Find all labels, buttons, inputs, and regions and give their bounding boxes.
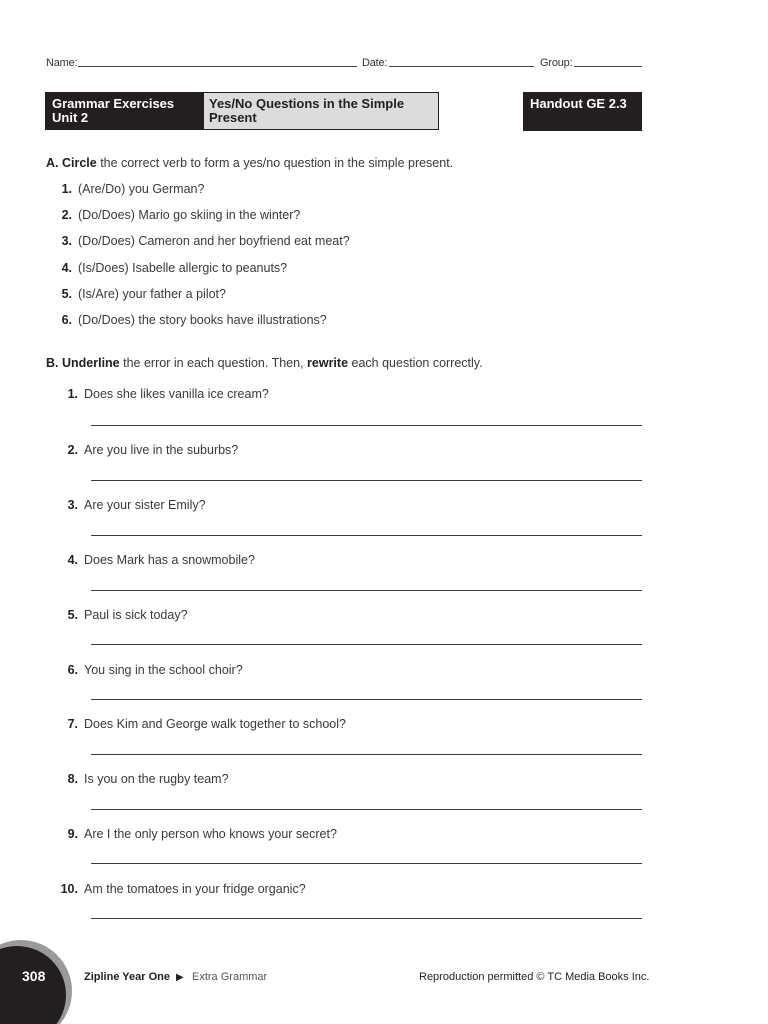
section-b-item-10: [60, 882, 306, 896]
handout-label: Handout GE 2.3: [530, 96, 627, 111]
footer-section: Extra Grammar: [192, 971, 268, 983]
section-b-instruction-mid: the error in each question. Then,: [119, 356, 308, 370]
unit-title-box: [45, 92, 203, 130]
section-b-keyword-underline: Underline: [61, 356, 120, 370]
name-field[interactable]: [78, 66, 357, 67]
item-text: (Is/Are) your father a pilot?: [78, 287, 226, 301]
section-b-item-7: [60, 717, 346, 731]
item-text: (Do/Does) the story books have illustrations?: [78, 313, 327, 327]
section-a-item-4: [46, 261, 287, 275]
item-text: Are your sister Emily?: [84, 498, 206, 512]
book-title: Zipline Year One: [84, 971, 170, 983]
section-b-item-4: [60, 553, 255, 567]
section-b-keyword-rewrite: rewrite: [307, 356, 349, 370]
item-text: Does Mark has a snowmobile?: [84, 553, 255, 567]
answer-line-2[interactable]: [91, 480, 642, 481]
section-a-item-2: [46, 208, 300, 222]
answer-line-8[interactable]: [91, 809, 642, 810]
item-number: 3.: [67, 498, 78, 512]
item-text: (Do/Does) Mario go skiing in the winter?: [78, 208, 301, 222]
section-b-item-9: [60, 827, 337, 841]
item-text: (Is/Does) Isabelle allergic to peanuts?: [78, 261, 288, 275]
section-a-instruction: [46, 156, 453, 170]
handout-badge: [523, 92, 642, 131]
item-text: You sing in the school choir?: [84, 663, 243, 677]
section-b-item-8: [60, 772, 229, 786]
item-number: 5.: [67, 608, 78, 622]
arrow-right-icon: ▶: [176, 972, 184, 983]
item-number: 6.: [61, 313, 72, 327]
item-number: 3.: [61, 234, 72, 248]
topic-title-line1: Yes/No Questions in the Simple: [209, 96, 405, 111]
answer-line-9[interactable]: [91, 863, 642, 864]
section-a-item-5: [46, 287, 226, 301]
group-label: Group:: [540, 57, 573, 69]
item-number: 1.: [67, 387, 78, 401]
section-b-item-1: [60, 387, 269, 401]
item-text: Does Kim and George walk together to school?: [84, 717, 346, 731]
unit-title-line2: Unit 2: [52, 110, 89, 125]
item-text: Are I the only person who knows your secret?: [84, 827, 337, 841]
section-b-item-6: [60, 663, 243, 677]
answer-line-5[interactable]: [91, 644, 642, 645]
section-a-instruction-text: the correct verb to form a yes/no question in the simple present.: [96, 156, 454, 170]
section-a-item-6: [46, 313, 327, 327]
answer-line-3[interactable]: [91, 535, 642, 536]
date-label: Date:: [362, 57, 388, 69]
answer-line-6[interactable]: [91, 699, 642, 700]
answer-line-10[interactable]: [91, 918, 642, 919]
item-text: Are you live in the suburbs?: [84, 443, 239, 457]
answer-line-4[interactable]: [91, 590, 642, 591]
answer-line-1[interactable]: [91, 425, 642, 426]
copyright-notice: Reproduction permitted © TC Media Books Inc.: [419, 971, 650, 983]
item-text: Paul is sick today?: [84, 608, 188, 622]
item-text: Does she likes vanilla ice cream?: [84, 387, 269, 401]
item-text: (Are/Do) you German?: [78, 182, 205, 196]
item-number: 4.: [61, 261, 72, 275]
item-number: 5.: [61, 287, 72, 301]
section-b-item-3: [60, 498, 206, 512]
topic-title-box: [203, 92, 439, 130]
date-field[interactable]: [389, 66, 534, 67]
section-a-item-1: [46, 182, 204, 196]
answer-line-7[interactable]: [91, 754, 642, 755]
item-number: 4.: [67, 553, 78, 567]
item-text: Is you on the rugby team?: [84, 772, 229, 786]
page-number: 308: [22, 968, 46, 984]
section-a-letter: A.: [46, 156, 59, 170]
item-number: 2.: [61, 208, 72, 222]
topic-title-line2: Present: [209, 110, 257, 125]
item-number: 2.: [67, 443, 78, 457]
item-text: Am the tomatoes in your fridge organic?: [84, 882, 306, 896]
section-b-item-2: [60, 443, 238, 457]
item-number: 10.: [60, 882, 78, 896]
section-a-item-3: [46, 234, 350, 248]
item-number: 8.: [67, 772, 78, 786]
section-b-item-5: [60, 608, 188, 622]
item-text: (Do/Does) Cameron and her boyfriend eat meat?: [78, 234, 350, 248]
item-number: 6.: [67, 663, 78, 677]
section-a-keyword: Circle: [61, 156, 97, 170]
name-label: Name:: [46, 57, 78, 69]
unit-title-line1: Grammar Exercises: [52, 96, 175, 111]
item-number: 9.: [67, 827, 78, 841]
item-number: 1.: [61, 182, 72, 196]
section-b-letter: B.: [46, 356, 59, 370]
item-number: 7.: [67, 717, 78, 731]
section-b-instruction-tail: each question correctly.: [348, 356, 483, 370]
group-field[interactable]: [574, 66, 642, 67]
section-b-instruction: [46, 356, 483, 370]
